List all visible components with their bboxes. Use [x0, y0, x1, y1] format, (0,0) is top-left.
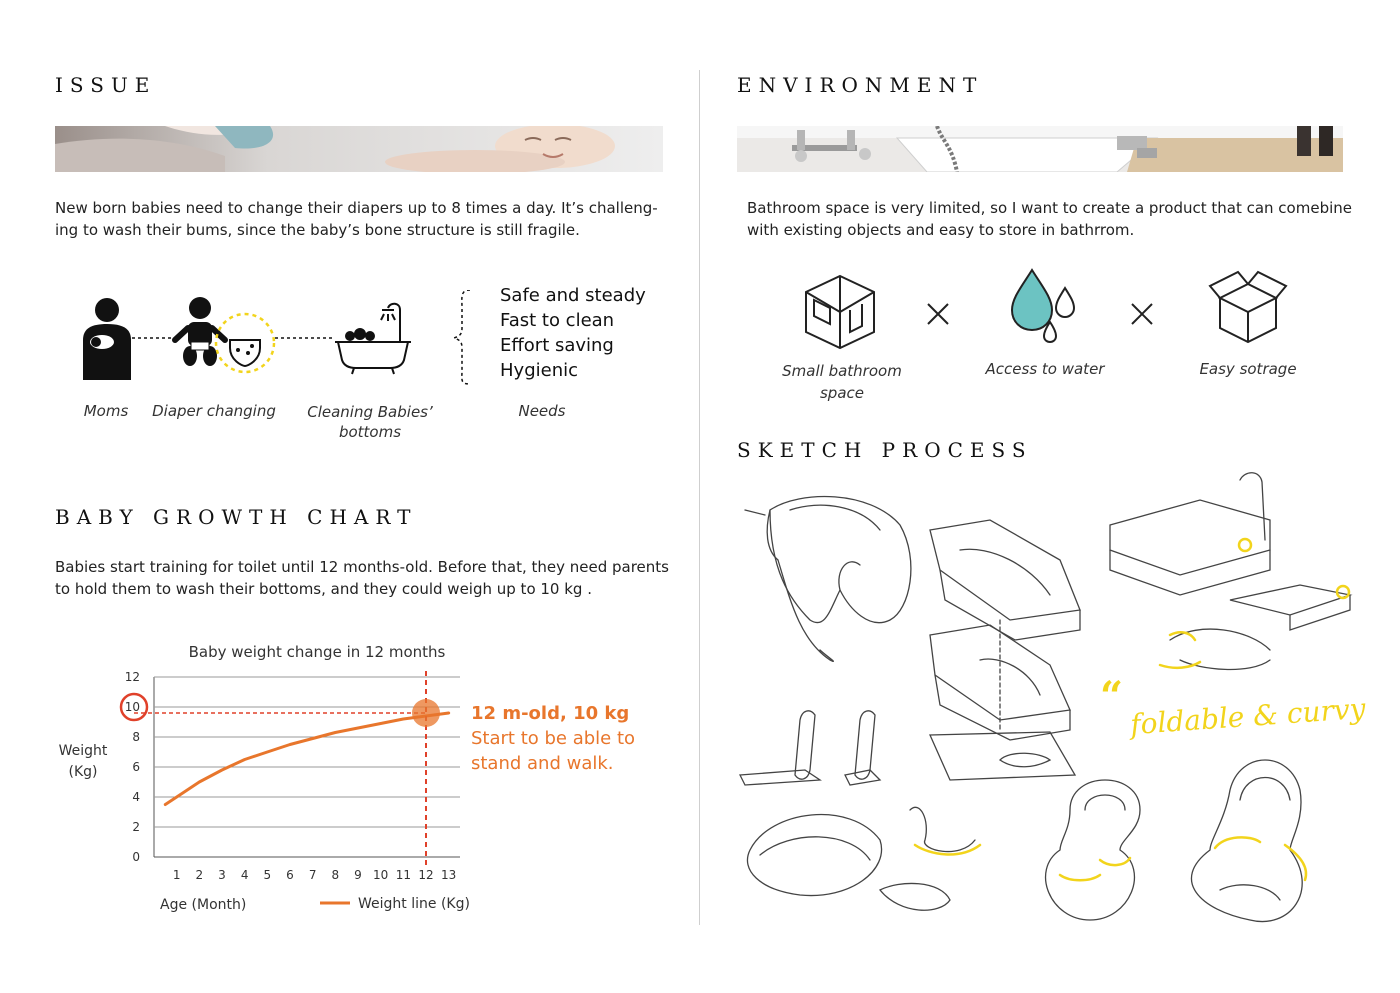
need-item: Hygienic [500, 360, 578, 381]
legend-label: Weight line (Kg) [358, 896, 470, 912]
issue-flow [70, 290, 540, 390]
y-tick-label: 12 [124, 670, 140, 684]
y-tick-label: 0 [132, 850, 140, 864]
water-drops-icon [1012, 270, 1074, 342]
room-cube-icon [806, 276, 874, 348]
sketch-seat-1 [745, 496, 911, 661]
chart-ylabel-unit: (Kg) [68, 764, 98, 780]
x-tick-label: 9 [354, 868, 362, 882]
times-icon [1132, 304, 1152, 324]
y-tick-label: 10 [124, 700, 140, 714]
mother-holding-baby-icon [83, 298, 131, 380]
environment-icons [800, 262, 1300, 352]
weight-line [165, 713, 448, 805]
environment-description: Bathroom space is very limited, so I want to create a product that can comebine with existing objects and easy to store in bathrrom. [747, 199, 1352, 239]
column-divider [699, 70, 700, 925]
x-tick-label: 5 [263, 868, 272, 882]
x-tick-label: 3 [218, 868, 226, 882]
need-item: Safe and steady [500, 285, 646, 306]
weight-chart [50, 630, 490, 920]
issue-description: New born babies need to change their diapers up to 8 times a day. It’s challeng- ing to wash their bums, since the baby’s bone structure is still fragile. [55, 199, 658, 239]
chart-annotation: 12 m-old, 10 kg Start to be able to stand and walk. [471, 703, 636, 774]
caption-needs: Needs [518, 402, 566, 420]
sketch-folding-seat [740, 711, 880, 785]
environment-heading: ENVIRONMENT [737, 73, 984, 97]
y-tick-label: 4 [132, 790, 140, 804]
need-item: Fast to clean [500, 310, 615, 331]
caption-cleaning: Cleaning Babies’ bottoms [307, 403, 433, 441]
y-tick-label: 6 [132, 760, 140, 774]
growth-description: Babies start training for toilet until 12 months-old. Before that, they need parents to hold them to wash their bottoms, and they could weigh up to 10 kg . [55, 558, 669, 598]
x-tick-label: 4 [240, 868, 249, 882]
x-tick-label: 13 [441, 868, 457, 882]
bathtub-shower-icon [335, 304, 411, 374]
caption-diaper-changing: Diaper changing [152, 402, 276, 420]
diaper-icon [216, 314, 274, 372]
growth-heading: BABY GROWTH CHART [55, 505, 418, 529]
sketch-folded-box [1110, 473, 1350, 670]
open-box-icon [1210, 272, 1286, 342]
sketch-note: foldable & curvy [1129, 691, 1367, 742]
sketch-bottom-seats [747, 760, 1302, 922]
issue-banner-photo [55, 126, 663, 172]
y-tick-label: 2 [132, 820, 140, 834]
x-tick-label: 12 [418, 868, 434, 882]
x-tick-label: 1 [172, 868, 181, 882]
baby-icon [175, 297, 225, 366]
issue-heading: ISSUE [55, 73, 157, 97]
caption-easy-storage: Easy sotrage [1199, 360, 1297, 378]
x-tick-label: 8 [331, 868, 340, 882]
chart-xlabel: Age (Month) [160, 897, 247, 913]
needs-list [500, 283, 646, 383]
times-icon [928, 304, 948, 324]
environment-banner-photo [737, 126, 1343, 172]
need-item: Effort saving [500, 335, 614, 356]
x-tick-label: 11 [395, 868, 411, 882]
x-tick-label: 10 [373, 868, 389, 882]
sketch-tray-stack [930, 520, 1080, 780]
caption-moms: Moms [83, 402, 129, 420]
quote-mark: “ [1100, 673, 1124, 720]
x-tick-label: 6 [286, 868, 294, 882]
highlight-point [412, 699, 440, 727]
x-tick-label: 7 [308, 868, 317, 882]
sketch-heading: SKETCH PROCESS [737, 438, 1033, 462]
x-tick-label: 2 [195, 868, 204, 882]
chart-ylabel: Weight [58, 743, 108, 759]
y-tick-label: 8 [132, 730, 140, 744]
caption-small-bathroom: Small bathroom space [782, 362, 902, 402]
caption-access-water: Access to water [985, 360, 1105, 378]
chart-title: Baby weight change in 12 months [188, 643, 446, 661]
